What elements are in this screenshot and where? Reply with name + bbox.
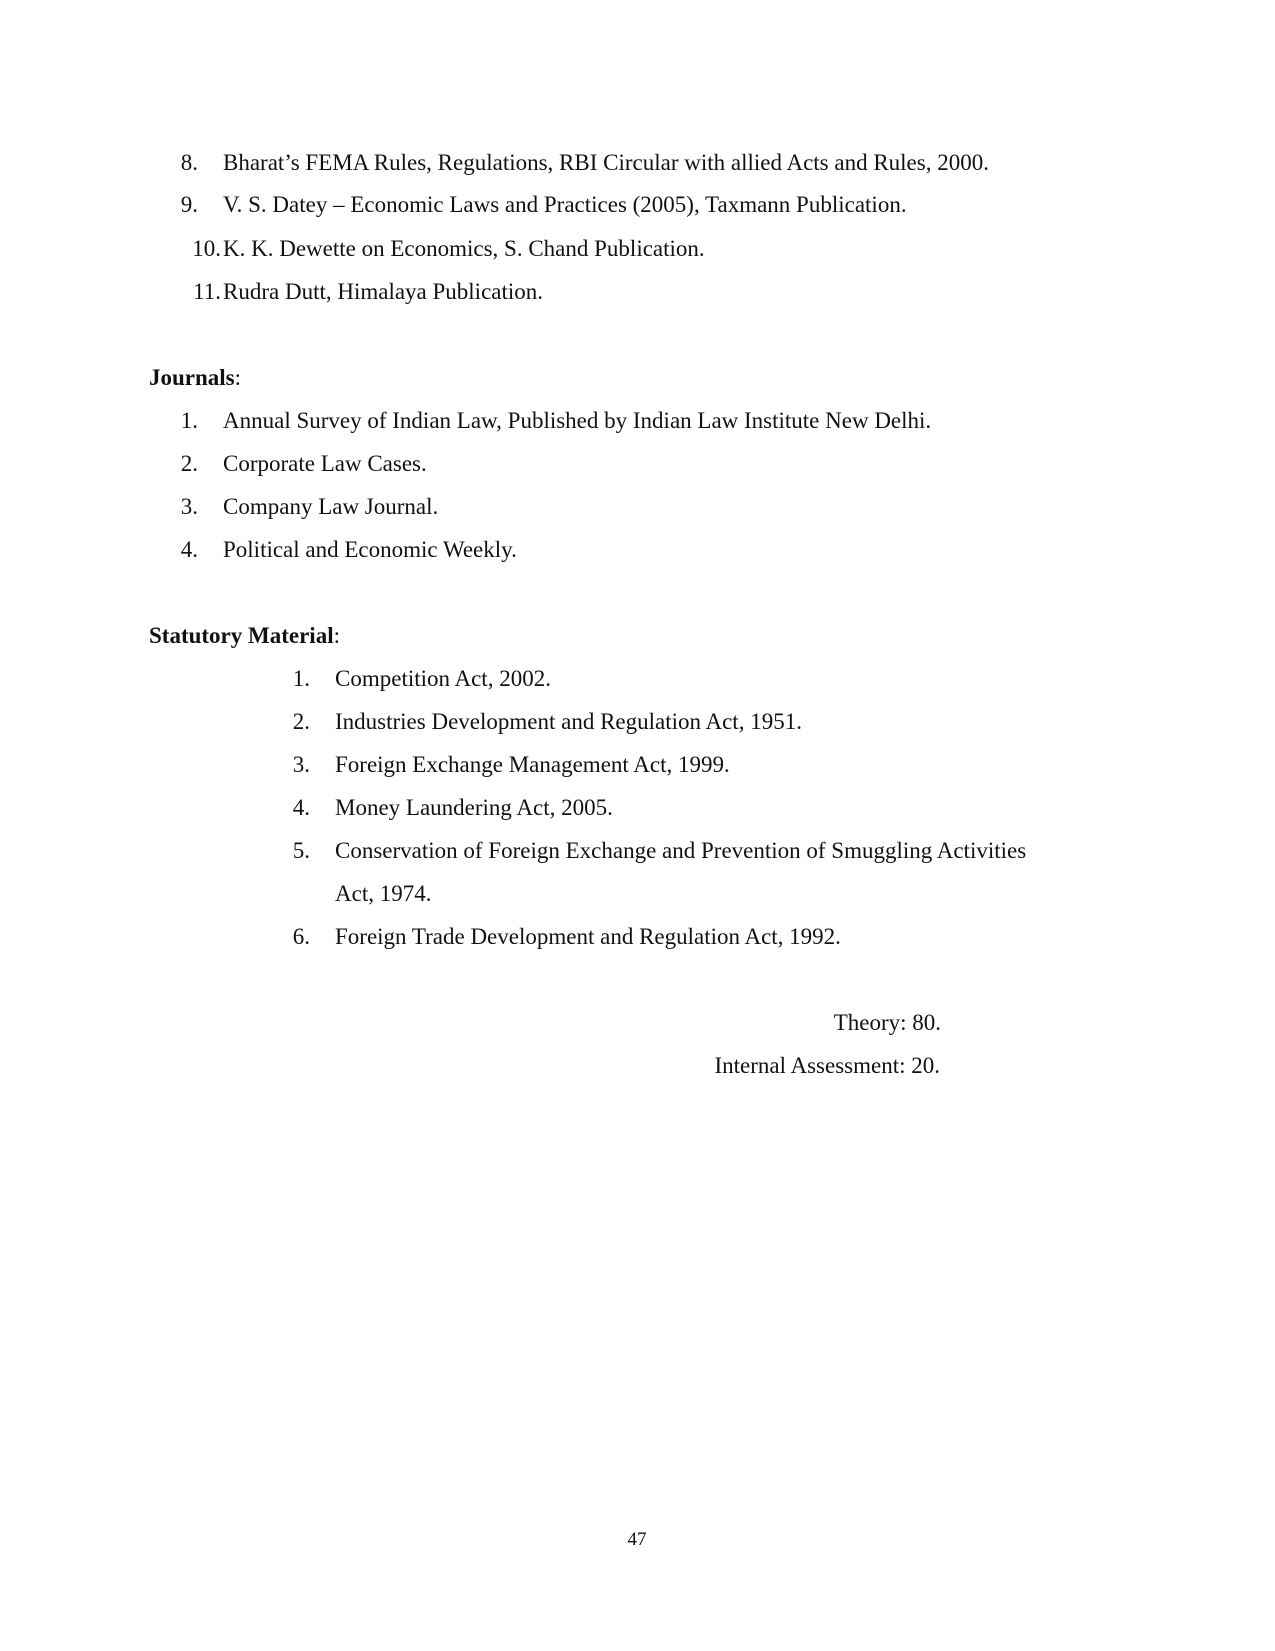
journals-heading-colon: :	[234, 365, 242, 390]
internal-assessment-marks: Internal Assessment: 20.	[714, 1053, 940, 1078]
journals-heading-text: Journals	[149, 365, 235, 390]
list-number: 6.	[292, 924, 310, 949]
list-text: Rudra Dutt, Himalaya Publication.	[223, 279, 544, 304]
list-number: 1.	[180, 408, 198, 433]
list-text: Industries Development and Regulation Act, 1951.	[335, 709, 802, 734]
journals-heading	[149, 364, 241, 392]
list-text: Corporate Law Cases.	[223, 451, 427, 476]
list-number: 10.	[192, 236, 221, 261]
statutory-heading-colon: :	[333, 623, 340, 648]
list-text: Foreign Trade Development and Regulation Act, 1992.	[335, 924, 841, 949]
list-number: 3.	[180, 494, 198, 519]
list-number: 8.	[180, 150, 198, 175]
list-text: Company Law Journal.	[223, 494, 439, 519]
list-text: Annual Survey of Indian Law, Published by Indian Law Institute New Delhi.	[223, 408, 932, 433]
statutory-heading	[149, 622, 340, 650]
list-number: 5.	[292, 838, 310, 863]
list-text: K. K. Dewette on Economics, S. Chand Publication.	[223, 236, 705, 261]
list-number: 2.	[180, 451, 198, 476]
list-text: V. S. Datey – Economic Laws and Practices (2005), Taxmann Publication.	[223, 192, 907, 217]
list-text: Bharat’s FEMA Rules, Regulations, RBI Circular with allied Acts and Rules, 2000.	[223, 150, 989, 175]
list-number: 4.	[180, 537, 198, 562]
list-text: Competition Act, 2002.	[335, 666, 551, 691]
theory-marks: Theory: 80.	[833, 1010, 941, 1035]
list-number: 9.	[180, 192, 198, 217]
list-text: Money Laundering Act, 2005.	[335, 795, 613, 820]
list-text: Conservation of Foreign Exchange and Prevention of Smuggling Activities	[335, 838, 1027, 863]
list-number: 1.	[292, 666, 310, 691]
list-number: 2.	[292, 709, 310, 734]
list-number: 3.	[292, 752, 310, 777]
page-number: 47	[627, 1529, 647, 1550]
statutory-heading-text: Statutory Material	[149, 623, 334, 648]
list-text-continuation: Act, 1974.	[335, 881, 432, 906]
list-text: Political and Economic Weekly.	[223, 537, 517, 562]
list-number: 4.	[292, 795, 310, 820]
list-text: Foreign Exchange Management Act, 1999.	[335, 752, 730, 777]
list-number: 11.	[193, 279, 221, 304]
